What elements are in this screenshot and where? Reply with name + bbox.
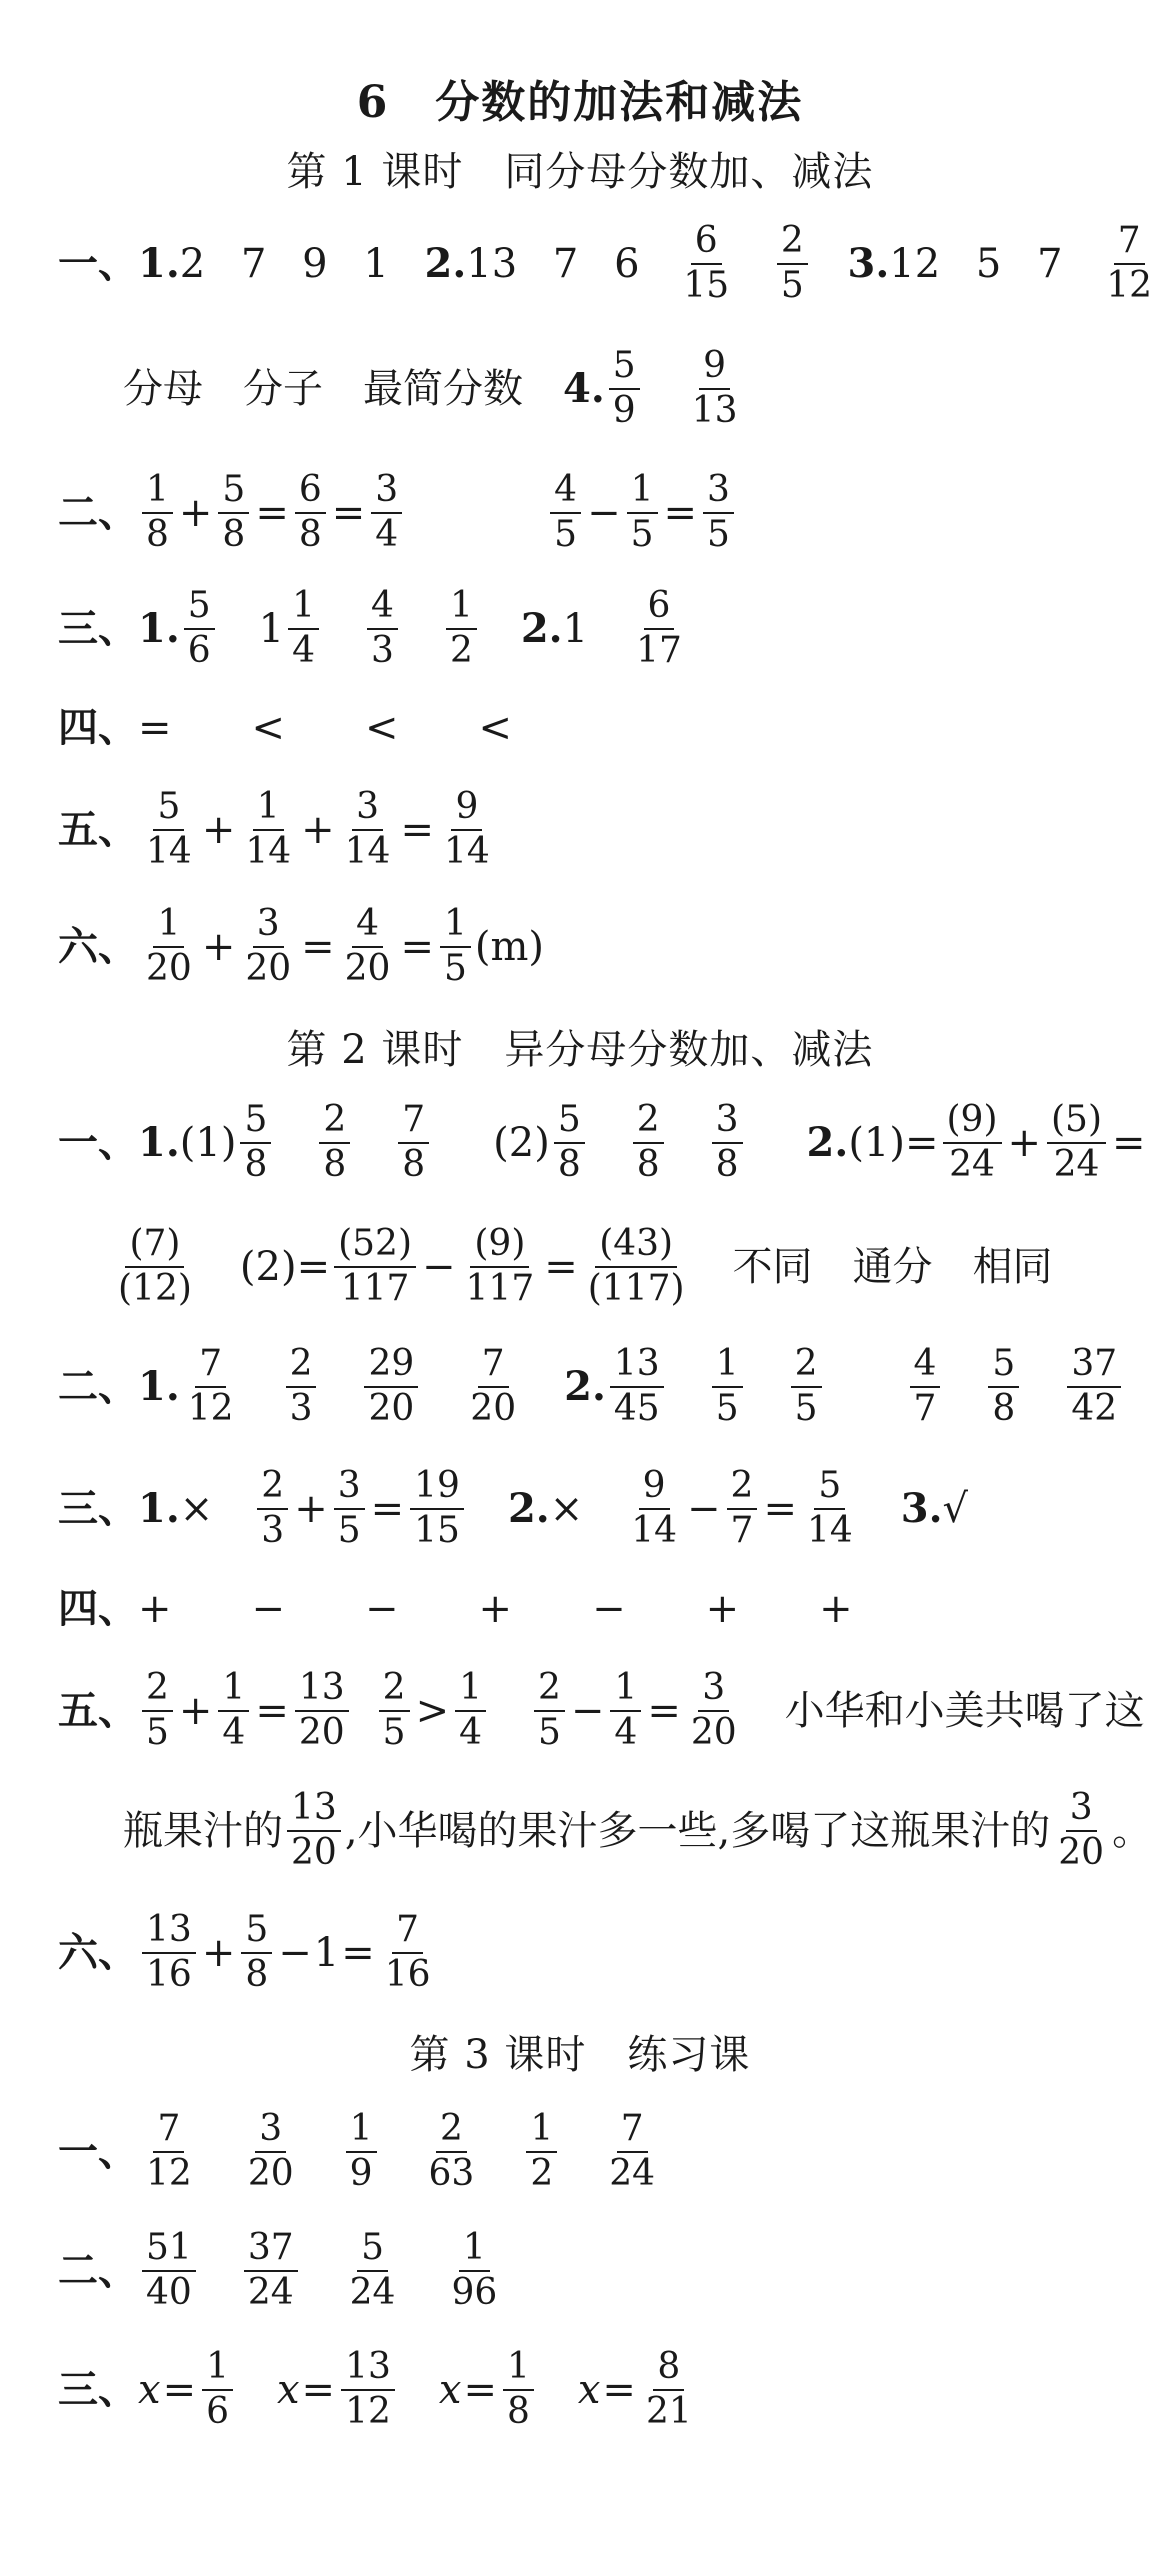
fraction: $\frac{5}{8}$ <box>240 1101 271 1185</box>
l2-q3-n1: 1. <box>138 1484 180 1532</box>
fraction: $\frac{1}{20}$ <box>146 902 192 989</box>
l1-q4-line <box>58 703 1160 751</box>
fraction: $\frac{5}{8}$ <box>988 1345 1019 1429</box>
l2-q3-m1: × <box>179 1485 214 1532</box>
l3-q3-line: 三、 x = $\frac{1}{6}$ x = $\frac{13}{12}$ x = $\frac{1}{8}$ x = $\frac{8}{21}$ <box>58 2389 1160 2390</box>
fraction: $\frac{2}{3}$ <box>257 1467 288 1551</box>
fraction: $\frac{9}{14}$ <box>631 1464 678 1551</box>
l1-q6-label: 六、 <box>58 922 138 970</box>
fraction: $\frac{1}{2}$ <box>446 587 477 671</box>
fraction: $\frac{7}{12}$ <box>146 2107 192 2194</box>
l1-q1-line-b <box>123 344 1160 431</box>
l1-q1-a1-1: 7 <box>240 240 267 287</box>
l2-q2-label: 二、 <box>58 1362 138 1410</box>
l2-q4-sign-0: + <box>138 1585 172 1632</box>
l2-q4-sign-1: − <box>251 1585 286 1632</box>
l3-q1-line <box>58 2107 1160 2194</box>
fraction: $\frac{6}{17}$ <box>636 584 682 671</box>
l2-q4-sign-3: + <box>478 1585 513 1632</box>
l1-q1-a2-2: 6 <box>614 240 640 287</box>
fraction: $\frac{3}{20}$ <box>245 902 292 989</box>
fraction: $\frac{1}{8}$ <box>503 2348 534 2432</box>
l2-q4-sign-4: − <box>592 1585 626 1632</box>
page-title: 6 分数的加法和减法 <box>356 76 804 128</box>
l1-q1-a2-1: 7 <box>552 240 579 287</box>
fraction: $\frac{1}{4}$ <box>288 587 319 671</box>
fraction: $\frac{4}{20}$ <box>344 902 391 989</box>
fraction: $\frac{13}{12}$ <box>341 2348 395 2432</box>
fraction: $\frac{13}{20}$ <box>287 1789 341 1873</box>
fraction: $\frac{(9)}{117}$ <box>465 1222 535 1309</box>
fraction: $\frac{2}{5}$ <box>142 1669 173 1753</box>
fraction: $\frac{2}{5}$ <box>379 1669 410 1753</box>
l2-q3-n3: 3. <box>900 1484 943 1532</box>
l1-q1-a3-2: 7 <box>1037 240 1063 287</box>
fraction: $\frac{1}{9}$ <box>346 2110 377 2194</box>
fraction: $\frac{1}{5}$ <box>440 905 471 989</box>
lesson1-heading: 第 1 课时 同分母分数加、减法 <box>286 149 874 195</box>
fraction: $\frac{(9)}{24}$ <box>943 1101 1002 1185</box>
fraction: $\frac{7}{24}$ <box>609 2107 656 2194</box>
fraction: $\frac{6}{15}$ <box>683 219 730 306</box>
l2-q6-line: 六、 $\frac{13}{16}$ + $\frac{5}{8}$ − 1 = $\frac{7}{16}$ <box>58 1952 1160 1953</box>
l2-q5-line-b <box>123 1786 1160 1873</box>
fraction: $\frac{2}{7}$ <box>727 1467 758 1551</box>
l2-q5-text1: 小华和小美共喝了这 <box>784 1687 1145 1734</box>
fraction: $\frac{3}{8}$ <box>712 1101 743 1185</box>
l2-q2-line <box>58 1342 1160 1429</box>
l2-word-2: 相同 <box>972 1243 1053 1290</box>
lesson2-heading-line <box>0 1027 1160 1073</box>
fraction: $\frac{2}{63}$ <box>428 2107 475 2194</box>
fraction: $\frac{(7)}{(12)}$ <box>118 1222 192 1309</box>
l2-q1-p1: (1) <box>179 1119 237 1166</box>
fraction: $\frac{4}{7}$ <box>910 1345 941 1429</box>
l1-q3-whole: 1 <box>258 605 285 652</box>
l3-q3-var: x <box>138 2366 161 2413</box>
fraction: $\frac{(52)}{117}$ <box>334 1225 416 1309</box>
l1-q1-a2-0: 13 <box>466 240 518 287</box>
fraction: $\frac{9}{13}$ <box>691 344 738 431</box>
fraction: $\frac{1}{5}$ <box>712 1345 743 1429</box>
fraction: $\frac{2}{5}$ <box>534 1669 565 1753</box>
l1-word-2: 最简分数 <box>363 365 523 412</box>
l3-q2-line <box>58 2226 1160 2313</box>
l2-q4-label: 四、 <box>58 1584 138 1632</box>
fraction: $\frac{5}{8}$ <box>218 471 249 555</box>
l1-q1-label: 一、 <box>58 239 138 287</box>
l2-q6-label: 六、 <box>58 1928 138 1976</box>
fraction: $\frac{5}{9}$ <box>609 347 640 431</box>
fraction: $\frac{1}{4}$ <box>455 1669 486 1753</box>
l2-q3-m2: × <box>549 1485 584 1532</box>
fraction: $\frac{1}{4}$ <box>610 1669 641 1753</box>
l1-q4-sign-1: < <box>251 704 286 751</box>
l2-q3-label: 三、 <box>58 1484 138 1532</box>
l1-q4-sign-2: < <box>365 704 399 751</box>
l1-q5-line: 五、 $\frac{5}{14}$ + $\frac{1}{14}$ + $\frac{3}{14}$ = $\frac{9}{14}$ <box>58 829 1160 830</box>
l1-q1-a1-0: 2 <box>179 240 206 287</box>
l3-q3-label: 三、 <box>58 2365 138 2413</box>
fraction: $\frac{7}{16}$ <box>384 1908 431 1995</box>
l1-q3-n2: 2. <box>520 604 563 652</box>
l2-q6-one: 1 <box>313 1929 340 1976</box>
fraction: $\frac{1}{2}$ <box>526 2110 557 2194</box>
l2-q1-p2: (2) <box>493 1119 550 1166</box>
fraction: $\frac{(43)}{(117)}$ <box>587 1222 685 1309</box>
fraction: $\frac{1}{5}$ <box>627 471 658 555</box>
fraction: $\frac{1}{96}$ <box>451 2226 498 2313</box>
fraction: $\frac{2}{8}$ <box>319 1101 350 1185</box>
l2-q2-n1: 1. <box>138 1362 180 1410</box>
fraction: $\frac{3}{20}$ <box>247 2107 294 2194</box>
fraction: $\frac{5}{14}$ <box>146 785 192 872</box>
l1-word-0: 分母 <box>123 365 203 412</box>
l1-q1-line <box>58 219 1160 306</box>
fraction: $\frac{29}{20}$ <box>364 1345 418 1429</box>
fraction: $\frac{2}{3}$ <box>286 1345 317 1429</box>
fraction: $\frac{1}{4}$ <box>218 1669 249 1753</box>
lesson2-heading: 第 2 课时 异分母分数加、减法 <box>286 1027 874 1073</box>
l1-q2-line: 二、 $\frac{1}{8}$ + $\frac{5}{8}$ = $\frac{6}{8}$ = $\frac{3}{4}$ $\frac{4}{5}$ − $\frac{1}{5}$ = $\frac{3}{5}$ <box>58 512 1160 513</box>
fraction: $\frac{9}{14}$ <box>443 785 490 872</box>
l1-q3-line <box>58 584 1160 671</box>
l1-q1-n2: 2. <box>424 239 467 287</box>
l2-q4-sign-6: + <box>819 1585 853 1632</box>
fraction: $\frac{2}{8}$ <box>633 1101 664 1185</box>
l2-q1-label: 一、 <box>58 1118 138 1166</box>
fraction: $\frac{4}{5}$ <box>550 471 581 555</box>
fraction: $\frac{7}{8}$ <box>398 1101 429 1185</box>
l2-q3-n2: 2. <box>507 1484 550 1532</box>
lesson3-heading-line <box>0 2032 1160 2078</box>
l1-q3-label: 三、 <box>58 604 138 652</box>
fraction: $\frac{13}{45}$ <box>610 1345 664 1429</box>
l1-word-1: 分子 <box>243 365 323 412</box>
fraction: $\frac{7}{12}$ <box>1106 219 1153 306</box>
fraction: $\frac{51}{40}$ <box>142 2229 196 2313</box>
fraction: $\frac{13}{20}$ <box>295 1669 349 1753</box>
l1-q3-n1: 1. <box>138 604 180 652</box>
l1-q1-n4: 4. <box>563 364 605 412</box>
fraction: $\frac{3}{20}$ <box>1058 1786 1105 1873</box>
fraction: $\frac{4}{3}$ <box>367 587 398 671</box>
fraction: $\frac{2}{5}$ <box>791 1345 822 1429</box>
l1-q1-a3-1: 5 <box>975 240 1002 287</box>
fraction: $\frac{7}{20}$ <box>470 1342 517 1429</box>
l1-q1-a1-2: 9 <box>302 240 328 287</box>
l1-q5-label: 五、 <box>58 805 138 853</box>
l1-q2-label: 二、 <box>58 488 138 536</box>
l2-q5-text2: 瓶果汁的 <box>123 1807 283 1854</box>
l2-q5-text3: ,小华喝的果汁多一些,多喝了这瓶果汁的 <box>344 1807 1051 1854</box>
fraction: $\frac{2}{5}$ <box>777 222 808 306</box>
fraction: $\frac{7}{12}$ <box>187 1342 234 1429</box>
fraction: $\frac{1}{8}$ <box>142 471 173 555</box>
l2-q4-sign-5: + <box>705 1585 740 1632</box>
l3-q3-var: x <box>577 2366 601 2413</box>
l1-q4-sign-0: = <box>138 704 172 751</box>
fraction: $\frac{5}{14}$ <box>806 1464 853 1551</box>
fraction: $\frac{3}{4}$ <box>371 471 402 555</box>
fraction: $\frac{13}{16}$ <box>142 1911 196 1995</box>
l1-q4-sign-3: < <box>478 704 513 751</box>
l2-q1-n1: 1. <box>138 1118 180 1166</box>
lesson1-heading-line <box>0 149 1160 195</box>
l2-q1-line: 一、 1. (1) $\frac{5}{8}$ $\frac{2}{8}$ $\frac{7}{8}$ (2) $\frac{5}{8}$ $\frac{2}{8}$ $\frac{3}{8}$ 2. (1)= $\frac{(9)}{24}$ + $\frac{(5)}{24}$ = <box>58 1098 1146 1185</box>
l3-q1-label: 一、 <box>58 2127 138 2175</box>
l1-q1-n3: 3. <box>847 239 890 287</box>
fraction: $\frac{19}{15}$ <box>410 1467 464 1551</box>
l1-q1-a3-0: 12 <box>889 240 941 287</box>
l2-word-1: 通分 <box>852 1243 933 1290</box>
l2-q1-p3: (1)= <box>848 1119 939 1166</box>
fraction: $\frac{1}{14}$ <box>245 785 292 872</box>
fraction: $\frac{5}{8}$ <box>554 1101 585 1185</box>
l2-q5-text4: 。 <box>1112 1807 1153 1854</box>
fraction: $\frac{5}{24}$ <box>349 2226 396 2313</box>
fraction: $\frac{3}{5}$ <box>334 1467 365 1551</box>
l2-q1-line-b: $\frac{(7)}{(12)}$ (2)= $\frac{(52)}{117}$ − $\frac{(9)}{117}$ = $\frac{(43)}{(117)}$ 不同 通分 相同 <box>110 1266 1160 1267</box>
l1-q1-n1: 1. <box>138 239 180 287</box>
l2-q2-n2: 2. <box>564 1362 606 1410</box>
l3-q3-var: x <box>276 2366 300 2413</box>
fraction: $\frac{37}{42}$ <box>1067 1345 1121 1429</box>
l1-q4-label: 四、 <box>58 703 138 751</box>
fraction: $\frac{3}{14}$ <box>344 785 391 872</box>
l2-word-0: 不同 <box>732 1243 813 1290</box>
l2-q5-label: 五、 <box>58 1686 138 1734</box>
l2-q1-n2: 2. <box>806 1118 849 1166</box>
l3-q3-var: x <box>438 2366 462 2413</box>
l2-q4-line <box>58 1584 1160 1632</box>
fraction: $\frac{8}{21}$ <box>645 2345 692 2432</box>
fraction: $\frac{6}{8}$ <box>295 471 326 555</box>
title-line <box>0 76 1160 128</box>
fraction: $\frac{3}{5}$ <box>703 471 734 555</box>
l2-q5-line: 五、 $\frac{2}{5}$ + $\frac{1}{4}$ = $\frac{13}{20}$ $\frac{2}{5}$ > $\frac{1}{4}$ $\frac{2}{5}$ − $\frac{1}{4}$ = $\frac{3}{20}$ 小华和小美共喝了这 <box>58 1666 1145 1753</box>
fraction: $\frac{5}{8}$ <box>241 1911 272 1995</box>
lesson3-heading: 第 3 课时 练习课 <box>409 2032 751 2078</box>
fraction: $\frac{37}{24}$ <box>244 2229 298 2313</box>
l1-q1-a1-3: 1 <box>363 240 389 287</box>
fraction: $\frac{5}{6}$ <box>184 587 215 671</box>
fraction: $\frac{1}{6}$ <box>202 2348 233 2432</box>
fraction: $\frac{(5)}{24}$ <box>1047 1101 1106 1185</box>
l2-q4-sign-2: − <box>365 1585 399 1632</box>
l3-q2-label: 二、 <box>58 2246 138 2294</box>
l2-q3-line: 三、 1. × $\frac{2}{3}$ + $\frac{3}{5}$ = $\frac{19}{15}$ 2. × $\frac{9}{14}$ − $\frac{2}{7}$ = $\frac{5}{14}$ 3. √ <box>58 1464 969 1551</box>
l1-q6-line: 六、 $\frac{1}{20}$ + $\frac{3}{20}$ = $\frac{4}{20}$ = $\frac{1}{5}$ (m) <box>58 902 545 989</box>
fraction: $\frac{3}{20}$ <box>690 1666 737 1753</box>
l2-q1-p4: (2)= <box>239 1243 331 1290</box>
l2-q3-m3: √ <box>942 1485 969 1532</box>
l1-q6-unit: (m) <box>474 923 545 970</box>
l1-q3-v2: 1 <box>562 605 589 652</box>
